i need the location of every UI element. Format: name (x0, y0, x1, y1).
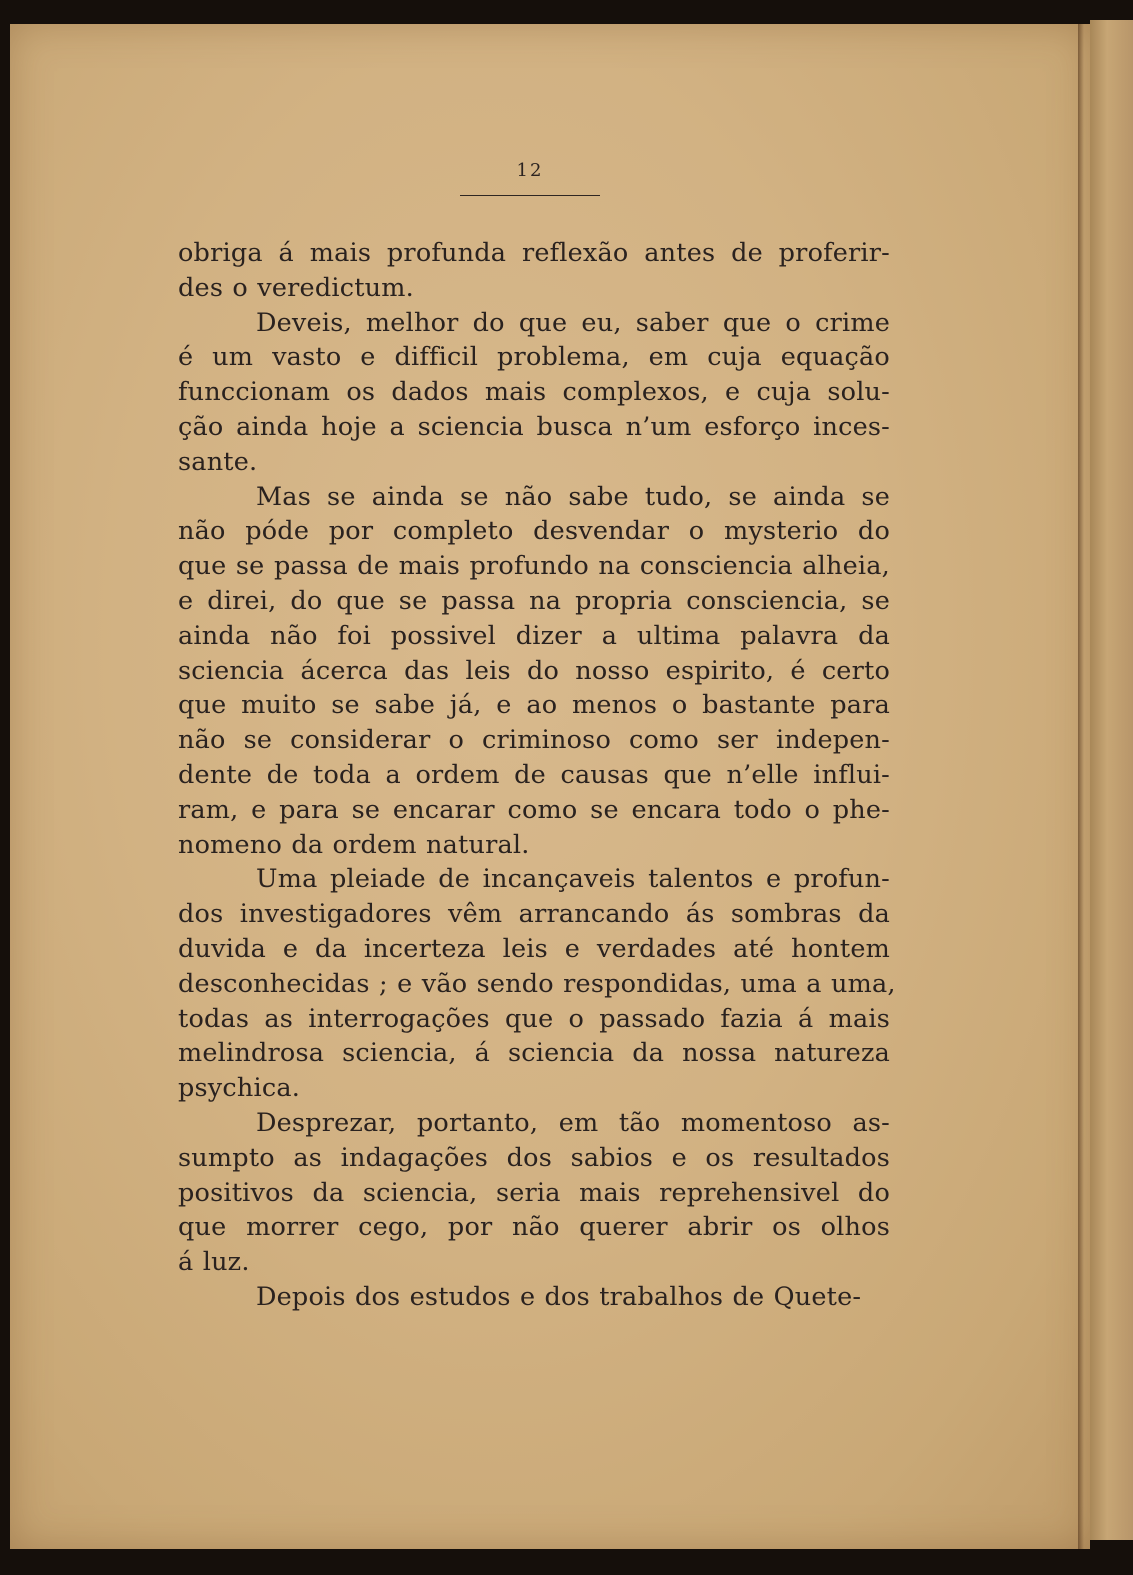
text-line: não póde por completo desvendar o mysterio do (178, 516, 890, 547)
text-line: que muito se sabe já, e ao menos o bastante para (178, 690, 890, 721)
text-line: duvida e da incerteza leis e verdades até hontem (178, 933, 890, 964)
text-line: Desprezar, portanto, em tão momentoso as- (256, 1107, 890, 1138)
text-line: desconhecidas ; e vão sendo respondidas, uma a uma, (178, 968, 896, 999)
text-line: Depois dos estudos e dos trabalhos de Quete- (256, 1281, 862, 1312)
text-line: dos investigadores vêm arrancando ás sombras da (178, 899, 890, 930)
text-line: e direi, do que se passa na propria consciencia, se (178, 585, 890, 616)
text-line: sante. (178, 446, 258, 477)
text-line: des o veredictum. (178, 272, 414, 303)
text-line: nomeno da ordem natural. (178, 829, 530, 860)
page-number: 12 (516, 160, 544, 181)
text-line: sciencia ácerca das leis do nosso espirito, é certo (178, 655, 890, 686)
text-line: ção ainda hoje a sciencia busca n’um esforço inces- (178, 411, 890, 442)
text-line: ainda não foi possivel dizer a ultima palavra da (178, 620, 890, 651)
text-line: é um vasto e difficil problema, em cuja equação (178, 342, 890, 373)
text-line: dente de toda a ordem de causas que n’elle influi- (178, 759, 890, 790)
text-line: positivos da sciencia, seria mais reprehensivel do (178, 1177, 890, 1208)
text-line: todas as interrogações que o passado fazia á mais (178, 1003, 890, 1034)
text-line: que se passa de mais profundo na consciencia alheia, (178, 551, 890, 582)
header-rule (460, 195, 600, 196)
text-line: que morrer cego, por não querer abrir os olhos (178, 1212, 890, 1243)
text-line: ram, e para se encarar como se encara todo o phe- (178, 794, 890, 825)
text-line: melindrosa sciencia, á sciencia da nossa natureza (178, 1038, 890, 1069)
body-text (178, 236, 896, 1315)
text-line: obriga á mais profunda reflexão antes de proferir- (178, 238, 890, 268)
text-line: Uma pleiade de incançaveis talentos e profun- (256, 864, 890, 895)
text-line: Mas se ainda se não sabe tudo, se ainda se (256, 481, 890, 512)
text-line: Deveis, melhor do que eu, saber que o crime (256, 307, 890, 338)
facing-page-edge (1090, 20, 1133, 1540)
text-line: funccionam os dados mais complexos, e cuja solu- (178, 377, 890, 408)
text-line: psychica. (178, 1073, 301, 1104)
text-line: não se considerar o criminoso como ser indepen- (178, 725, 890, 756)
text-line: á luz. (178, 1247, 250, 1278)
text-line: sumpto as indagações dos sabios e os resultados (178, 1142, 890, 1173)
page-gutter-shadow (1078, 24, 1084, 1549)
